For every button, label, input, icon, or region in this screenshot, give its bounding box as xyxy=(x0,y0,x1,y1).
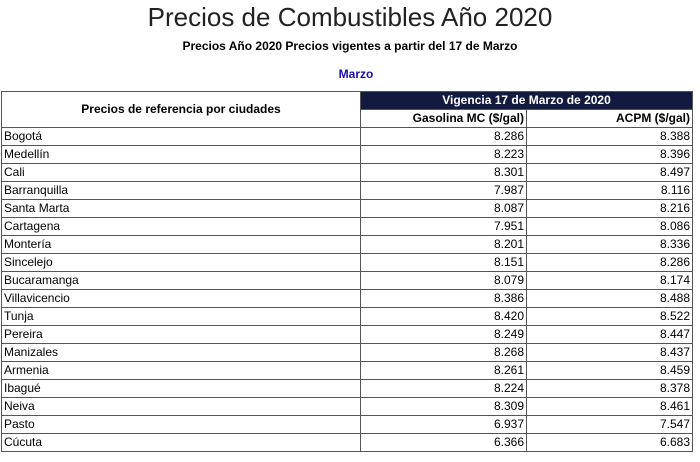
city-cell: Tunja xyxy=(2,308,361,326)
gasolina-price-cell: 7.951 xyxy=(361,218,527,236)
city-cell: Ibagué xyxy=(2,380,361,398)
table-row xyxy=(2,272,693,290)
gasolina-price-cell: 8.268 xyxy=(361,344,527,362)
city-cell: Santa Marta xyxy=(2,200,361,218)
gasolina-column-header: Gasolina MC ($/gal) xyxy=(361,110,527,128)
table-row xyxy=(2,434,693,452)
acpm-price-cell: 8.447 xyxy=(527,326,693,344)
acpm-price-cell: 8.336 xyxy=(527,236,693,254)
city-cell: Villavicencio xyxy=(2,290,361,308)
gasolina-price-cell: 8.079 xyxy=(361,272,527,290)
table-row xyxy=(2,398,693,416)
table-row xyxy=(2,380,693,398)
city-cell: Bucaramanga xyxy=(2,272,361,290)
table-row xyxy=(2,200,693,218)
vigencia-header: Vigencia 17 de Marzo de 2020 xyxy=(361,92,693,110)
acpm-price-cell: 8.459 xyxy=(527,362,693,380)
acpm-price-cell: 8.522 xyxy=(527,308,693,326)
gasolina-price-cell: 8.201 xyxy=(361,236,527,254)
acpm-price-cell: 8.388 xyxy=(527,128,693,146)
city-cell: Bogotá xyxy=(2,128,361,146)
table-row xyxy=(2,344,693,362)
table-row xyxy=(2,254,693,272)
table-row xyxy=(2,236,693,254)
acpm-column-header: ACPM ($/gal) xyxy=(527,110,693,128)
gasolina-price-cell: 8.309 xyxy=(361,398,527,416)
city-cell: Pereira xyxy=(2,326,361,344)
gasolina-price-cell: 8.420 xyxy=(361,308,527,326)
gasolina-price-cell: 8.223 xyxy=(361,146,527,164)
gasolina-price-cell: 7.987 xyxy=(361,182,527,200)
table-row xyxy=(2,146,693,164)
page-subtitle: Precios Año 2020 Precios vigentes a partir del 17 de Marzo xyxy=(182,39,518,53)
table-row xyxy=(2,164,693,182)
city-cell: Montería xyxy=(2,236,361,254)
table-row xyxy=(2,182,693,200)
city-cell: Cúcuta xyxy=(2,434,361,452)
city-cell: Manizales xyxy=(2,344,361,362)
acpm-price-cell: 8.396 xyxy=(527,146,693,164)
gasolina-price-cell: 8.224 xyxy=(361,380,527,398)
reference-prices-header: Precios de referencia por ciudades xyxy=(2,92,361,128)
month-label: Marzo xyxy=(338,67,374,81)
page-title: Precios de Combustibles Año 2020 xyxy=(147,2,553,32)
gasolina-price-cell: 6.937 xyxy=(361,416,527,434)
gasolina-price-cell: 6.366 xyxy=(361,434,527,452)
acpm-price-cell: 8.378 xyxy=(527,380,693,398)
table-row xyxy=(2,290,693,308)
gasolina-price-cell: 8.261 xyxy=(361,362,527,380)
table-row xyxy=(2,128,693,146)
table-row xyxy=(2,218,693,236)
gasolina-price-cell: 8.151 xyxy=(361,254,527,272)
table-row xyxy=(2,362,693,380)
acpm-price-cell: 8.437 xyxy=(527,344,693,362)
city-cell: Neiva xyxy=(2,398,361,416)
acpm-price-cell: 8.497 xyxy=(527,164,693,182)
acpm-price-cell: 6.683 xyxy=(527,434,693,452)
gasolina-price-cell: 8.286 xyxy=(361,128,527,146)
fuel-price-table xyxy=(1,91,693,452)
gasolina-price-cell: 8.301 xyxy=(361,164,527,182)
city-cell: Cartagena xyxy=(2,218,361,236)
city-cell: Armenia xyxy=(2,362,361,380)
acpm-price-cell: 8.461 xyxy=(527,398,693,416)
acpm-price-cell: 8.174 xyxy=(527,272,693,290)
table-row xyxy=(2,308,693,326)
acpm-price-cell: 7.547 xyxy=(527,416,693,434)
acpm-price-cell: 8.116 xyxy=(527,182,693,200)
city-cell: Pasto xyxy=(2,416,361,434)
table-row xyxy=(2,416,693,434)
table-row xyxy=(2,326,693,344)
acpm-price-cell: 8.488 xyxy=(527,290,693,308)
city-cell: Sincelejo xyxy=(2,254,361,272)
city-cell: Cali xyxy=(2,164,361,182)
gasolina-price-cell: 8.249 xyxy=(361,326,527,344)
acpm-price-cell: 8.286 xyxy=(527,254,693,272)
acpm-price-cell: 8.216 xyxy=(527,200,693,218)
gasolina-price-cell: 8.087 xyxy=(361,200,527,218)
city-cell: Barranquilla xyxy=(2,182,361,200)
gasolina-price-cell: 8.386 xyxy=(361,290,527,308)
city-cell: Medellín xyxy=(2,146,361,164)
acpm-price-cell: 8.086 xyxy=(527,218,693,236)
